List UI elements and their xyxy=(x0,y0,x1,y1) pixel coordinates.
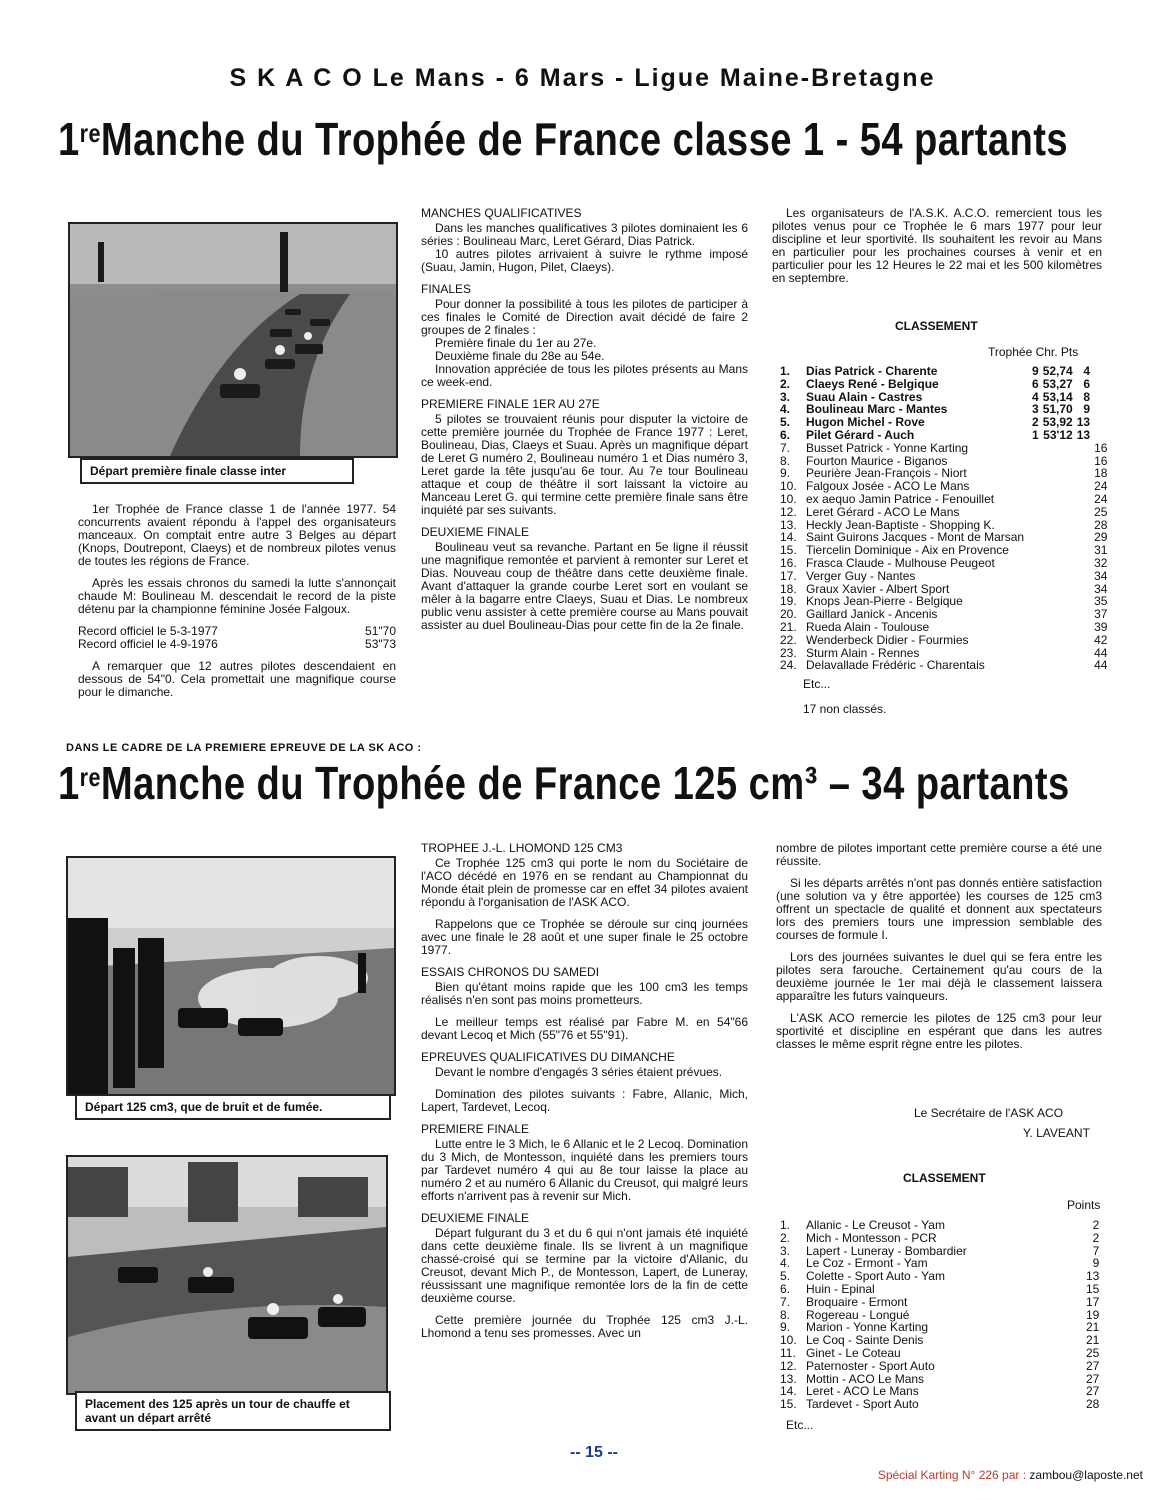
paragraph: 10 autres pilotes arrivaient à suivre le rythme imposé (Suau, Jamin, Hugon, Pilet, Claeys). xyxy=(421,247,748,274)
classement-row: 1. Dias Patrick - Charente 9 52,74 4 xyxy=(780,364,1091,378)
footer-credit: Spécial Karting N° 226 par : zambou@laposte.net xyxy=(877,1468,1143,1482)
classement1-header: Trophée Chr. Pts xyxy=(988,345,1079,359)
classement-row: 16. Frasca Claude - Mulhouse Peugeot 32 xyxy=(780,555,1108,570)
section1-right-column xyxy=(772,207,1102,294)
section2-right-column xyxy=(776,842,1102,1060)
section1-intro xyxy=(78,503,396,708)
classement-row: 10. Le Coq - Sainte Denis 21 xyxy=(780,1333,1100,1348)
photo-karting-start-inter xyxy=(68,222,398,458)
paragraph: Ce Trophée 125 cm3 qui porte le nom du Sociétaire de l'ACO décédé en 1976 en se rendant au Championnat du Monde était plein de promesse car en effet 34 pilotes avaient répondu à l'organisation de l'ASK ACO. xyxy=(421,856,748,909)
paragraph: Rappelons que ce Trophée se déroule sur cinq journées avec une finale le 28 août et une super finale le 25 octobre 1977. xyxy=(421,917,748,957)
paragraph: Lors des journées suivantes le duel qui se fera entre les pilotes sera farouche. Certainement qu'au cours de la deuxième journée le 1er mai déjà le classement laissera apparaître les futurs vainqueurs. xyxy=(776,950,1102,1003)
intro-paragraph-3: A remarquer que 12 autres pilotes descendaient en dessous de 54"0. Cela promettait une magnifique course pour le dimanche. xyxy=(78,659,396,699)
section2-middle-column xyxy=(421,842,748,1349)
classement-row: 7. Broquaire - Ermont 17 xyxy=(780,1294,1100,1309)
classement-row: 4. Boulineau Marc - Mantes 3 51,70 9 xyxy=(780,402,1091,417)
classement-row: 11. Ginet - Le Coteau 25 xyxy=(780,1345,1100,1360)
classement-row: 23. Sturm Alain - Rennes 44 xyxy=(780,645,1108,660)
organisers-paragraph: Les organisateurs de l'A.S.K. A.C.O. remercient tous les pilotes venus pour ce Trophée le 6 mars 1977 pour leur discipline et leur sportivité. Ils souhaitent les revoir au Mans en particulier pour les prochaines courses à venir et en particulier pour les 12 Heures le 22 mai et les 500 kilomètres en septembre. xyxy=(772,206,1102,285)
non-classes: 17 non classés. xyxy=(803,702,887,716)
classement-row: 22. Wenderbeck Didier - Fourmies 42 xyxy=(780,632,1108,647)
paragraph: Boulineau veut sa revanche. Partant en 5e ligne il réussit une magnifique remontée et parvient à remonter sur Leret et Dias. Nouveau coup de théâtre dans cette deuxième finale. Avant d'attaquer la grande courbe Leret sort en voulant se mêler à la bagarre entre Claeys, Suau et Dias. Le nombreux public venu assister à cette première course au Mans pouvait assister au duel Boulineau-Dias pour cette fin de la 2e finale. xyxy=(421,540,748,632)
classement-row: 2. Claeys René - Belgique 6 53,27 6 xyxy=(780,376,1091,391)
signature-title: Le Secrétaire de l'ASK ACO xyxy=(914,1106,1064,1120)
heading-deuxieme-finale: DEUXIEME FINALE xyxy=(421,1211,530,1225)
classement-row: 4. Le Coz - Ermont - Yam 9 xyxy=(780,1256,1100,1271)
paragraph: Première finale du 1er au 27e. xyxy=(435,336,597,350)
classement-row: 18. Graux Xavier - Albert Sport 34 xyxy=(780,581,1108,596)
classement-row: 8. Rogereau - Longué 19 xyxy=(780,1307,1100,1322)
paragraph: Lutte entre le 3 Mich, le 6 Allanic et le 2 Lecoq. Domination du 3 Mich, de Montesson, inquiété dans les premiers tours par Tardevet numéro 4 qui au 8e tour laisse la place au numéro 2 et au numéro 6 Allanic du Creusot, qui malgré leurs efforts n'arrivent pas à revenir sur Mich. xyxy=(421,1137,748,1203)
paragraph: Innovation appréciée de tous les pilotes présents au Mans ce week-end. xyxy=(421,362,748,389)
classement-row: 6. Huin - Epinal 15 xyxy=(780,1281,1100,1296)
paragraph: L'ASK ACO remercie les pilotes de 125 cm3 pour leur sportivité et discipline en espérant que dans les autres classes le même esprit règne entre les pilotes. xyxy=(776,1011,1102,1051)
section2-kicker: DANS LE CADRE DE LA PREMIERE EPREUVE DE LA SK ACO : xyxy=(66,742,422,754)
classement-row: 9. Peurière Jean-François - Niort 18 xyxy=(780,466,1108,481)
classement-row: 24. Delavallade Frédéric - Charentais 44 xyxy=(780,658,1108,673)
heading-essais: ESSAIS CHRONOS DU SAMEDI xyxy=(421,965,600,979)
paragraph: Dans les manches qualificatives 3 pilotes dominaient les 6 séries : Boulineau Marc, Leret Gérard, Dias Patrick. xyxy=(421,221,748,248)
signature-name: Y. LAVEANT xyxy=(1023,1126,1090,1140)
classement-row: 19. Knops Jean-Pierre - Belgique 35 xyxy=(780,594,1108,609)
classement-row: 3. Lapert - Luneray - Bombardier 7 xyxy=(780,1243,1100,1258)
classement-row: 5. Colette - Sport Auto - Yam 13 xyxy=(780,1269,1100,1284)
paragraph: Domination des pilotes suivants : Fabre, Allanic, Mich, Lapert, Tardevet, Lecoq. xyxy=(421,1087,748,1114)
paragraph: Deuxième finale du 28e au 54e. xyxy=(435,349,605,363)
classement-row: 6. Pilet Gérard - Auch 1 53'12 13 xyxy=(780,427,1091,442)
classement2-title: CLASSEMENT xyxy=(903,1171,986,1185)
paragraph: Bien qu'étant moins rapide que les 100 cm3 les temps réalisés n'en sont pas moins prometteurs. xyxy=(421,980,748,1007)
heading-finales: FINALES xyxy=(421,282,472,296)
record-row: Record officiel le 5-3-1977 51"70 xyxy=(78,624,396,638)
classement-row: 13. Heckly Jean-Baptiste - Shopping K. 28 xyxy=(780,517,1108,532)
heading-deuxieme-finale: DEUXIEME FINALE xyxy=(421,525,530,539)
paragraph: Le meilleur temps est réalisé par Fabre M. en 54"66 devant Lecoq et Mich (55"76 et 55"91). xyxy=(421,1015,748,1042)
photo-125cc-warmup xyxy=(66,1155,388,1395)
classement-row: 5. Hugon Michel - Rove 2 53,92 13 xyxy=(780,415,1091,430)
classement-row: 20. Gaillard Janick - Ancenis 37 xyxy=(780,607,1108,622)
paragraph: Pour donner la possibilité à tous les pilotes de participer à ces finales le Comité de Direction avait décidé de faire 2 groupes de 2 finales : xyxy=(421,297,748,337)
classement-row: 7. Busset Patrick - Yonne Karting 16 xyxy=(780,440,1108,455)
paragraph: Si les départs arrêtés n'ont pas donnés entière satisfaction (une solution va y être apportée) les courses de 125 cm3 offrent un spectacle de qualité et donnent aux spectateurs lors des premiers tours une impression semblable des courses de formule I. xyxy=(776,876,1102,942)
classement-row: 1. Allanic - Le Creusot - Yam 2 xyxy=(780,1218,1100,1232)
classement-row: 2. Mich - Montesson - PCR 2 xyxy=(780,1230,1100,1245)
classement-row: 13. Mottin - ACO Le Mans 27 xyxy=(780,1371,1100,1386)
classement-row: 17. Verger Guy - Nantes 34 xyxy=(780,568,1108,583)
classement-row: 12. Paternoster - Sport Auto 27 xyxy=(780,1358,1100,1373)
intro-paragraph-1: 1er Trophée de France classe 1 de l'année 1977. 54 concurrents avaient répondu à l'appel des organisateurs manceaux. On comptait entre autre 3 Belges au départ (Knops, Doutrepont, Claeys) et de nombreux pilotes venus de toutes les régions de France. xyxy=(78,502,396,568)
photo2-caption: Départ 125 cm3, que de bruit et de fumée. xyxy=(75,1094,391,1120)
classement-row: 15. Tiercelin Dominique - Aix en Provence 31 xyxy=(780,543,1108,558)
classement-row: 10. Falgoux Josée - ACO Le Mans 24 xyxy=(780,479,1108,494)
heading-premiere-finale: PREMIERE FINALE xyxy=(421,1122,530,1136)
heading-manches: MANCHES QUALIFICATIVES xyxy=(421,206,582,220)
paragraph: Cette première journée du Trophée 125 cm3 J.-L. Lhomond a tenu ses promesses. Avec un xyxy=(421,1313,748,1340)
section1-middle-column xyxy=(421,207,748,641)
paragraph: 5 pilotes se trouvaient réunis pour disputer la victoire de cette première journée du Trophée de France 1977 : Leret, Boulineau, Dias, Claeys et Suau. Après un magnifique départ de Leret G numéro 2, Boulineau numéro 1 et Dias numéro 3, Leret garde la tête jusqu'au 6e tour. Au 7e tour Boulineau attaque et coup de théâtre il sort laissant la victoire au Manceau Leret G. qui termine cette première finale sans être inquiété par ses suivants. xyxy=(421,412,748,517)
heading-trophee: TROPHEE J.-L. LHOMOND 125 CM3 xyxy=(421,841,623,855)
classement2-table xyxy=(778,1219,1101,1411)
classement-row: 9. Marion - Yonne Karting 21 xyxy=(780,1320,1100,1335)
classement-row: 15. Tardevet - Sport Auto 28 xyxy=(780,1397,1100,1412)
photo1-caption: Départ première finale classe inter xyxy=(80,458,354,484)
classement2-header: Points xyxy=(1067,1198,1101,1212)
heading-epreuves: EPREUVES QUALIFICATIVES DU DIMANCHE xyxy=(421,1050,675,1064)
classement-row: 8. Fourton Maurice - Biganos 16 xyxy=(780,453,1108,468)
classement1-table xyxy=(778,365,1109,672)
page-header: S K A C O Le Mans - 6 Mars - Ligue Maine-Bretagne xyxy=(229,64,936,92)
paragraph: Devant le nombre d'engagés 3 séries étaient prévues. xyxy=(435,1065,723,1079)
photo3-caption: Placement des 125 après un tour de chauffe et avant un départ arrêté xyxy=(75,1391,391,1431)
classement-row: 21. Rueda Alain - Toulouse 39 xyxy=(780,619,1108,634)
page-number: -- 15 -- xyxy=(570,1444,618,1461)
paragraph: nombre de pilotes important cette première course a été une réussite. xyxy=(776,841,1102,868)
classement-row: 14. Saint Guirons Jacques - Mont de Marsan 29 xyxy=(780,530,1108,545)
classement-row: 14. Leret - ACO Le Mans 27 xyxy=(780,1384,1100,1399)
intro-paragraph-2: Après les essais chronos du samedi la lutte s'annonçait chaude M: Boulineau M. descendait le record de la piste détenu par la championne féminine Josée Falgoux. xyxy=(78,576,396,616)
classement-row: 3. Suau Alain - Castres 4 53,14 8 xyxy=(780,389,1091,404)
photo-125cc-start xyxy=(66,856,396,1096)
heading-premiere-finale: PREMIERE FINALE 1ER AU 27E xyxy=(421,397,600,411)
classement1-title: CLASSEMENT xyxy=(895,319,978,333)
classement-row: 10. ex aequo Jamin Patrice - Fenouillet 24 xyxy=(780,491,1108,506)
classement1-etc: Etc... xyxy=(803,677,831,691)
record-row: Record officiel le 4-9-1976 53"73 xyxy=(78,637,396,651)
section1-title: 1reManche du Trophée de France classe 1 - 54 partants xyxy=(58,113,1069,165)
paragraph: Départ fulgurant du 3 et du 6 qui n'ont jamais été inquiété dans cette deuxième finale. Ils se livrent à un magnifique chassé-croisé qui se termine par la victoire d'Allanic, du Creusot, devant Mich P., de Montesson, Lapert, de Luneray, réussissant une magnifique remontée lors de la fin de cette deuxième course. xyxy=(421,1226,748,1305)
classement-row: 12. Leret Gérard - ACO Le Mans 25 xyxy=(780,504,1108,519)
section2-title: 1reManche du Trophée de France 125 cm³ – 34 partants xyxy=(58,757,1070,809)
classement2-etc: Etc... xyxy=(786,1418,814,1432)
